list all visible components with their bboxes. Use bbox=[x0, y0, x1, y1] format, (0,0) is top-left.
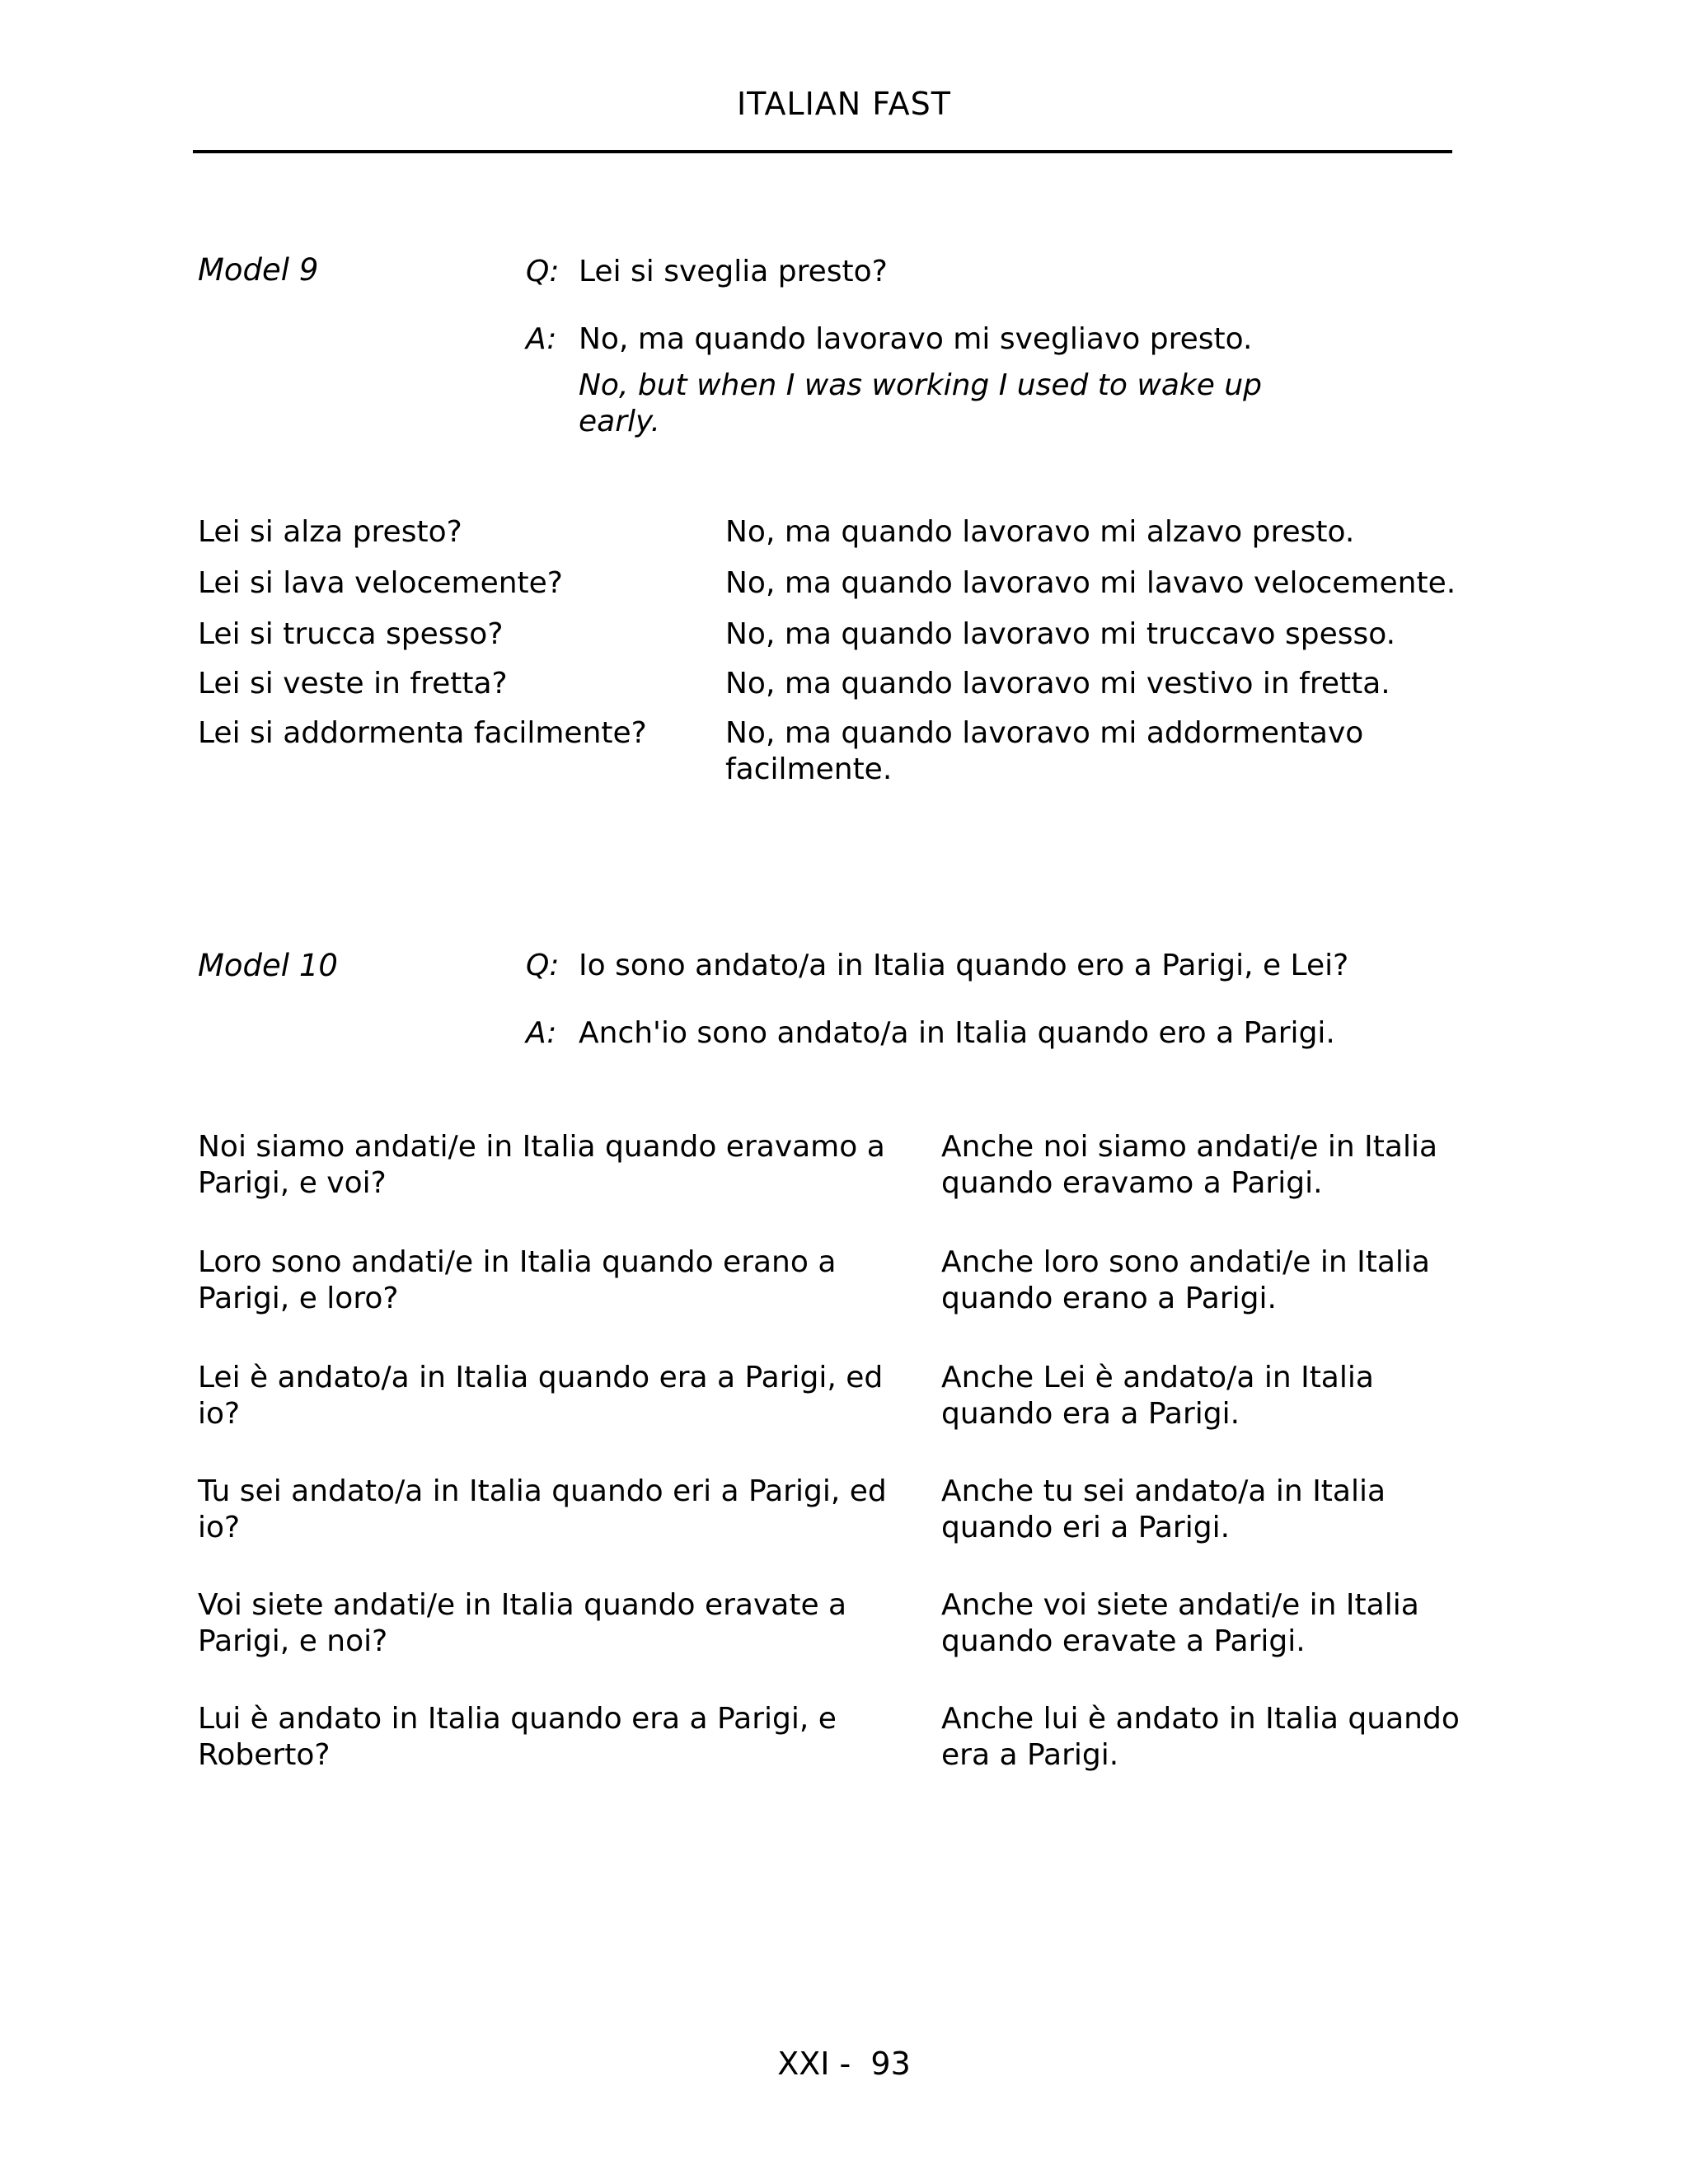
model-9-question: Lei si sveglia presto? bbox=[579, 255, 888, 288]
model-10-a-prefix: A: bbox=[526, 1016, 557, 1050]
header-divider bbox=[193, 150, 1452, 153]
model-10-drill-question: Tu sei andato/a in Italia quando eri a Parigi, ed io? bbox=[198, 1474, 887, 1544]
model-9-drill-question: Lei si trucca spesso? bbox=[198, 617, 504, 651]
model-10-drill-answer: Anche tu sei andato/a in Italia quando eri a Parigi. bbox=[941, 1474, 1386, 1544]
model-9-translation: No, but when I was working I used to wake up early. bbox=[579, 368, 1263, 438]
page-header-title: ITALIAN FAST bbox=[736, 86, 952, 122]
model-9-drill-question: Lei si veste in fretta? bbox=[198, 667, 508, 701]
model-10-drill-answer: Anche lui è andato in Italia quando era a Parigi. bbox=[941, 1702, 1460, 1772]
model-10-drill-question: Lui è andato in Italia quando era a Parigi, e Roberto? bbox=[198, 1702, 837, 1772]
page-number: XXI - 93 bbox=[777, 2046, 911, 2082]
model-10-drill-question: Loro sono andati/e in Italia quando erano a Parigi, e loro? bbox=[198, 1245, 837, 1315]
model-10-question: Io sono andato/a in Italia quando ero a Parigi, e Lei? bbox=[579, 949, 1349, 982]
model-9-drill-answer: No, ma quando lavoravo mi vestivo in fretta. bbox=[725, 667, 1390, 701]
model-10-drill-question: Voi siete andati/e in Italia quando eravate a Parigi, e noi? bbox=[198, 1588, 847, 1658]
model-9-drill-answer: No, ma quando lavoravo mi addormentavo facilmente. bbox=[725, 716, 1364, 786]
model-10-drill-question: Lei è andato/a in Italia quando era a Parigi, ed io? bbox=[198, 1361, 884, 1431]
model-10-drill-answer: Anche noi siamo andati/e in Italia quando eravamo a Parigi. bbox=[941, 1130, 1438, 1200]
model-9-drill-answer: No, ma quando lavoravo mi lavavo velocemente. bbox=[725, 566, 1456, 600]
model-10-drill-answer: Anche voi siete andati/e in Italia quando eravate a Parigi. bbox=[941, 1588, 1419, 1658]
model-10-drill-answer: Anche Lei è andato/a in Italia quando era a Parigi. bbox=[941, 1361, 1374, 1431]
model-10-drill-question: Noi siamo andati/e in Italia quando eravamo a Parigi, e voi? bbox=[198, 1130, 885, 1200]
model-9-drill-question: Lei si addormenta facilmente? bbox=[198, 716, 647, 750]
model-9-drill-answer: No, ma quando lavoravo mi truccavo spesso. bbox=[725, 617, 1396, 651]
model-9-answer: No, ma quando lavoravo mi svegliavo presto. bbox=[579, 322, 1253, 356]
model-9-drill-answer: No, ma quando lavoravo mi alzavo presto. bbox=[725, 515, 1355, 549]
model-10-answer: Anch'io sono andato/a in Italia quando ero a Parigi. bbox=[579, 1016, 1335, 1050]
model-9-a-prefix: A: bbox=[526, 322, 557, 356]
model-9-q-prefix: Q: bbox=[526, 255, 560, 288]
model-10-label: Model 10 bbox=[198, 948, 338, 983]
model-9-label: Model 9 bbox=[198, 252, 319, 288]
model-9-drill-question: Lei si alza presto? bbox=[198, 515, 462, 549]
model-10-drill-answer: Anche loro sono andati/e in Italia quando erano a Parigi. bbox=[941, 1245, 1430, 1315]
model-9-drill-question: Lei si lava velocemente? bbox=[198, 566, 563, 600]
model-10-q-prefix: Q: bbox=[526, 949, 560, 982]
